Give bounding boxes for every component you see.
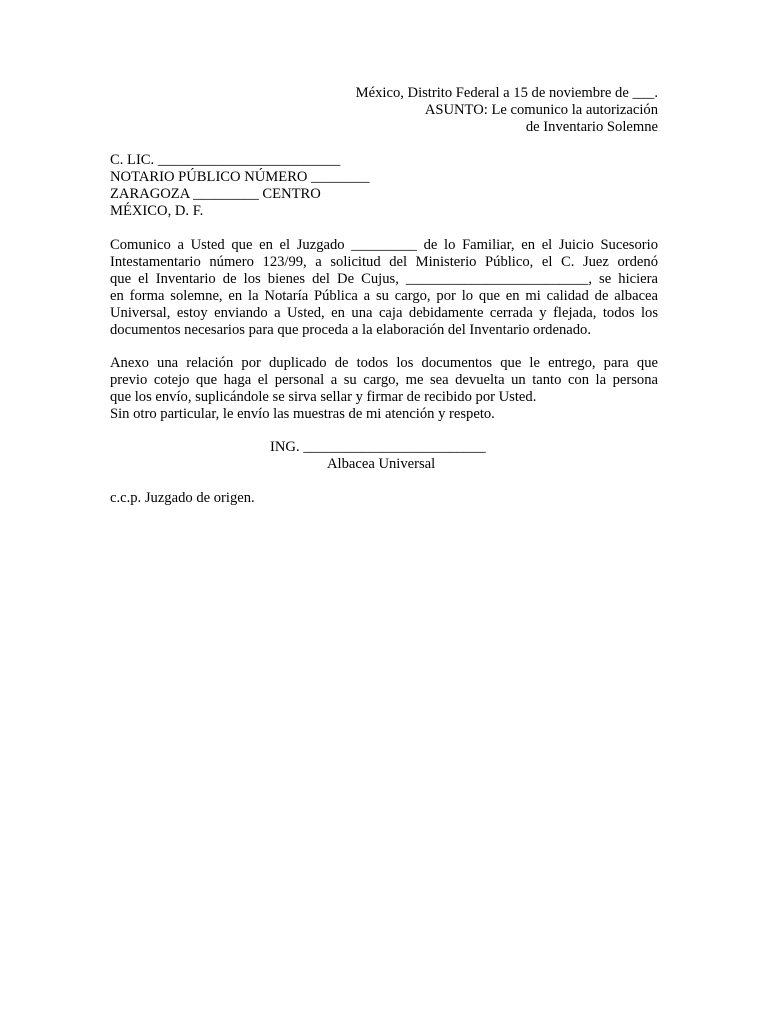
letter-header (238, 85, 658, 136)
paragraph-line: Anexo una relación por duplicado de todos los documentos que le entrego, para que (110, 355, 658, 371)
paragraph-line: que los envío, suplicándole se sirva sellar y firmar de recibido por Usted. (110, 389, 537, 405)
paragraph-line: documentos necesarios para que proceda a la elaboración del Inventario ordenado. (110, 322, 591, 338)
paragraph-line: Universal, estoy enviando a Usted, en una caja debidamente cerrada y flejada, todos los (110, 305, 658, 321)
paragraph-line: Intestamentario número 123/99, a solicitud del Ministerio Público, el C. Juez ordenó (110, 254, 658, 270)
signature-role: Albacea Universal (327, 456, 436, 472)
paragraph-line: previo cotejo que haga el personal a su cargo, me sea devuelta un tanto con la persona (110, 372, 658, 388)
subject-line-1: ASUNTO: Le comunico la autorización (424, 102, 658, 118)
place-date: México, Distrito Federal a 15 de noviembre de ___. (355, 85, 658, 101)
body-paragraph-2 (110, 355, 658, 423)
body-paragraph-1 (110, 237, 658, 339)
recipient-line-1: C. LIC. _________________________ (110, 152, 341, 168)
recipient-block (110, 152, 658, 220)
paragraph-line: Comunico a Usted que en el Juzgado _________ de lo Familiar, en el Juicio Sucesorio (110, 237, 658, 253)
recipient-line-2: NOTARIO PÚBLICO NÚMERO ________ (110, 169, 370, 185)
carbon-copy-note: c.c.p. Juzgado de origen. (110, 490, 255, 506)
recipient-line-3: ZARAGOZA _________ CENTRO (110, 186, 321, 202)
signature-block (270, 439, 520, 473)
subject-line-2: de Inventario Solemne (525, 119, 658, 135)
signature-name-line: ING. _________________________ (270, 439, 486, 455)
recipient-line-4: MÉXICO, D. F. (110, 203, 204, 219)
closing-line: Sin otro particular, le envío las muestras de mi atención y respeto. (110, 406, 495, 422)
paragraph-line: que el Inventario de los bienes del De Cujus, _________________________, se hiciera (110, 271, 658, 287)
paragraph-line: en forma solemne, en la Notaría Pública a su cargo, por lo que en mi calidad de albacea (110, 288, 658, 304)
